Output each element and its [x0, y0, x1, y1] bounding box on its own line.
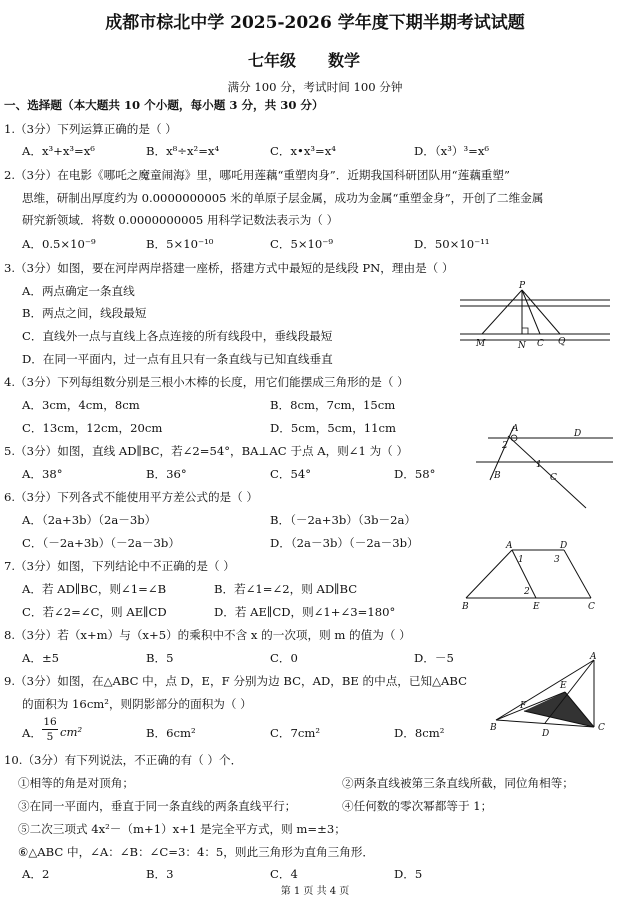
q9-option-a-denominator: 5	[46, 731, 54, 743]
q5-option-c: C．54°	[270, 467, 312, 481]
q7-label-b: B	[462, 602, 469, 612]
q9-label-f: F	[520, 701, 527, 711]
q9-option-a-label: A．	[22, 726, 42, 740]
q6-option-b: B．（－2a+3b）（3b－2a）	[270, 513, 416, 527]
q10-statement-3: ③在同一平面内，垂直于同一条直线的两条直线平行；	[18, 799, 297, 813]
q5-label-a: A	[512, 424, 519, 434]
q1-option-a: A．x³+x³=x⁶	[22, 144, 95, 158]
q9-line2: 的面积为 16cm²，则阴影部分的面积为（ ）	[22, 697, 252, 711]
q5-label-1: 1	[536, 460, 542, 470]
q7-option-d: D．若 AE∥CD，则∠1+∠3=180°	[214, 605, 396, 619]
q10-statement-6: ⑥△ABC 中，∠A：∠B：∠C=3：4：5，则此三角形为直角三角形．	[18, 845, 375, 859]
q9-label-d: D	[542, 729, 550, 739]
page-footer: 第 1 页 共 4 页	[280, 886, 350, 897]
q9-option-b: B．6cm²	[146, 726, 196, 740]
q3-option-a: A．两点确定一条直线	[22, 284, 135, 298]
q10-option-d: D．5	[394, 867, 423, 881]
q3-option-c: C．直线外一点与直线上各点连接的所有线段中，垂线段最短	[22, 329, 333, 343]
q7-option-b: B．若∠1=∠2，则 AD∥BC	[214, 582, 358, 596]
q7-label-2: 2	[524, 587, 530, 597]
q5-parallel-figure	[468, 418, 618, 510]
q1-option-b: B．x⁸÷x²=x⁴	[146, 144, 220, 158]
q9-label-a: A	[590, 652, 597, 662]
q4-stem: 4.（3分）下列每组数分别是三根小木棒的长度，用它们能摆成三角形的是（ ）	[4, 375, 409, 389]
q9-shaded-region	[524, 692, 594, 727]
q6-stem: 6.（3分）下列各式不能使用平方差公式的是（ ）	[4, 490, 258, 504]
q1-option-d: D．（x³）³=x⁶	[414, 144, 490, 158]
q3-label-p: P	[519, 281, 526, 291]
q7-label-3: 3	[554, 555, 560, 565]
q5-label-c: C	[550, 473, 557, 483]
q3-label-m: M	[476, 339, 486, 349]
q7-trapezoid-figure	[456, 538, 606, 614]
q6-option-c: C．（－2a+3b）（－2a－3b）	[22, 536, 180, 550]
q3-option-b: B．两点之间，线段最短	[22, 306, 147, 320]
q10-statement-1: ①相等的角是对顶角；	[18, 776, 134, 790]
q7-label-1: 1	[518, 555, 524, 565]
q2-option-b: B．5×10⁻¹⁰	[146, 237, 214, 251]
q10-statement-4: ④任何数的零次幂都等于 1；	[342, 799, 493, 813]
q2-line3: 研究新领域．将数 0.0000000005 用科学记数法表示为（ ）	[22, 213, 339, 227]
q4-option-c: C．13cm，12cm，20cm	[22, 421, 163, 435]
q2-line1: 2.（3分）在电影《哪吒之魔童闹海》里，哪吒用莲藕“重塑肉身”．近期我国科研团队用“莲藕重塑”	[4, 168, 510, 182]
q5-label-2: 2	[502, 441, 508, 451]
section-heading: 一、选择题（本大题共 10 个小题，每小题 3 分，共 30 分）	[4, 98, 324, 112]
q3-river-figure	[452, 278, 622, 350]
q3-label-q: Q	[558, 337, 566, 347]
q1-option-c: C．x•x³=x⁴	[270, 144, 336, 158]
q6-option-d: D．（2a－3b）（－2a－3b）	[270, 536, 419, 550]
q7-label-a: A	[506, 541, 513, 551]
q7-label-c: C	[588, 602, 595, 612]
q7-stem: 7.（3分）如图，下列结论中不正确的是（ ）	[4, 559, 235, 573]
q8-option-b: B．5	[146, 651, 174, 665]
q4-option-a: A．3cm，4cm，8cm	[22, 398, 140, 412]
subject-label: 数学	[328, 51, 361, 70]
q9-label-e: E	[560, 681, 567, 691]
q7-label-e: E	[533, 602, 540, 612]
grade-label: 七年级	[248, 51, 297, 70]
q3-option-d: D．在同一平面内，过一点有且只有一条直线与已知直线垂直	[22, 352, 333, 366]
q8-option-a: A．±5	[22, 651, 60, 665]
q7-label-d: D	[560, 541, 568, 551]
q9-option-d: D．8cm²	[394, 726, 445, 740]
q9-label-b: B	[490, 723, 497, 733]
q9-label-c: C	[598, 723, 605, 733]
q3-label-n: N	[518, 341, 526, 350]
q2-option-d: D．50×10⁻¹¹	[414, 237, 490, 251]
q5-stem: 5.（3分）如图，直线 AD∥BC，若∠2=54°，BA⊥AC 于点 A，则∠1 为（ ）	[4, 444, 409, 458]
q10-option-b: B．3	[146, 867, 174, 881]
q9-line1: 9.（3分）如图，在△ABC 中，点 D，E，F 分别为边 BC，AD，BE 的中点，已知△ABC	[4, 674, 467, 688]
q10-statement-5: ⑤二次三项式 4x²－（m+1）x+1 是完全平方式，则 m=±3；	[18, 822, 346, 836]
q6-option-a: A．（2a+3b）（2a－3b）	[22, 513, 157, 527]
q3-label-c: C	[537, 339, 544, 349]
q10-option-a: A．2	[22, 867, 50, 881]
q9-option-c: C．7cm²	[270, 726, 320, 740]
q2-option-a: A．0.5×10⁻⁹	[22, 237, 96, 251]
q4-option-b: B．8cm，7cm，15cm	[270, 398, 396, 412]
q2-option-c: C．5×10⁻⁹	[270, 237, 334, 251]
q8-stem: 8.（3分）若（x+m）与（x+5）的乘积中不含 x 的一次项，则 m 的值为（ ）	[4, 628, 411, 642]
q5-option-b: B．36°	[146, 467, 187, 481]
exam-title: 成都市棕北中学 2025-2026 学年度下期半期考试试题	[105, 13, 525, 33]
q10-option-c: C．4	[270, 867, 298, 881]
q5-option-d: D．58°	[394, 467, 436, 481]
q5-label-d: D	[574, 429, 582, 439]
q8-option-c: C．0	[270, 651, 298, 665]
q9-option-a-numerator: 16	[43, 716, 57, 728]
q7-option-c: C．若∠2=∠C，则 AE∥CD	[22, 605, 167, 619]
q9-option-a-unit: cm²	[60, 725, 83, 739]
q8-option-d: D．－5	[414, 651, 454, 665]
q2-line2: 思维，研制出厚度约为 0.0000000005 米的单原子层金属，成功为金属“重塑金身”，开创了二维金属	[22, 191, 544, 205]
q10-stem: 10.（3分）有下列说法，不正确的有（ ）个．	[4, 753, 243, 767]
q3-stem: 3.（3分）如图，要在河岸两岸搭建一座桥，搭建方式中最短的是线段 PN，理由是（ ）	[4, 261, 454, 275]
q10-statement-2: ②两条直线被第三条直线所截，同位角相等；	[342, 776, 574, 790]
q5-option-a: A．38°	[22, 467, 63, 481]
q9-triangle-figure	[490, 650, 615, 742]
exam-meta: 满分 100 分，考试时间 100 分钟	[227, 80, 403, 94]
q4-option-d: D．5cm，5cm，11cm	[270, 421, 397, 435]
q7-option-a: A．若 AD∥BC，则∠1=∠B	[22, 582, 167, 596]
q1-stem: 1.（3分）下列运算正确的是（ ）	[4, 122, 177, 136]
q5-label-b: B	[494, 471, 501, 481]
